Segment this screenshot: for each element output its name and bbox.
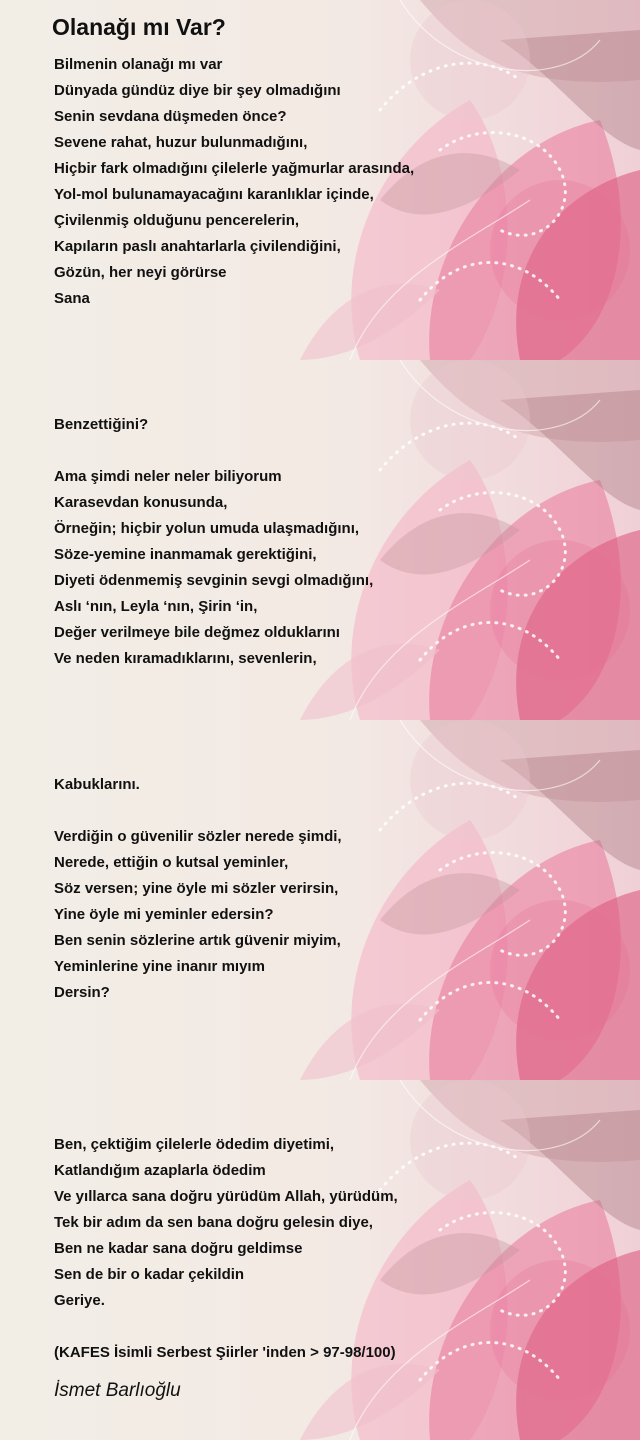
poem-line: Geriye. (54, 1292, 105, 1309)
poem-line: Yol-mol bulunamayacağını karanlıklar içinde, (54, 186, 374, 203)
poem-title: Olanağı mı Var? (52, 14, 226, 40)
poem-line: Ben senin sözlerine artık güvenir miyim, (54, 932, 341, 949)
poem-line: Senin sevdana düşmeden önce? (54, 108, 287, 125)
poem-line: Kapıların paslı anahtarlarla çivilendiğini, (54, 238, 341, 255)
poem-line: Karasevdan konusunda, (54, 494, 228, 511)
poem-line: Örneğin; hiçbir yolun umuda ulaşmadığını, (54, 520, 360, 537)
poem-line: Yine öyle mi yeminler edersin? (54, 906, 274, 923)
poem-line: Sen de bir o kadar çekildin (54, 1266, 245, 1283)
poem-line: Katlandığım azaplarla ödedim (54, 1162, 266, 1179)
poem-line: Aslı ‘nın, Leyla ‘nın, Şirin ‘in, (54, 598, 258, 615)
poem-line: Çivilenmiş olduğunu pencerelerin, (54, 212, 300, 229)
poem-line: Benzettiğini? (54, 416, 149, 433)
poem-line: Söze-yemine inanmamak gerektiğini, (54, 546, 317, 563)
poem-line: Nerede, ettiğin o kutsal yeminler, (54, 854, 289, 871)
poem-line: Dersin? (54, 984, 110, 1001)
poem-line: Kabuklarını. (54, 776, 140, 793)
poem-line: Sevene rahat, huzur bulunmadığını, (54, 134, 308, 151)
poem-line: Sana (54, 290, 90, 307)
poem-line: (KAFES İsimli Serbest Şiirler 'inden > 97-98/100) (54, 1344, 396, 1361)
poem-line: Dünyada gündüz diye bir şey olmadığını (54, 82, 341, 99)
poem-line: Ve neden kıramadıklarını, sevenlerin, (54, 650, 317, 667)
poem-line: Ama şimdi neler neler biliyorum (54, 468, 282, 485)
poem-line: Verdiğin o güvenilir sözler nerede şimdi, (54, 828, 342, 845)
poem-line: Değer verilmeye bile değmez olduklarını (54, 624, 340, 641)
poem-line: Ve yıllarca sana doğru yürüdüm Allah, yürüdüm, (54, 1188, 398, 1205)
poem-line: Diyeti ödenmemiş sevginin sevgi olmadığını, (54, 572, 374, 589)
poem-line: Hiçbir fark olmadığını çilelerle yağmurlar arasında, (54, 160, 415, 177)
poem-line: Ben, çektiğim çilelerle ödedim diyetimi, (54, 1136, 335, 1153)
poem-line: Söz versen; yine öyle mi sözler verirsin, (54, 880, 339, 897)
poem-line: Tek bir adım da sen bana doğru gelesin diye, (54, 1214, 373, 1231)
poem-line: Ben ne kadar sana doğru geldimse (54, 1240, 303, 1257)
poem-line: Bilmenin olanağı mı var (54, 56, 223, 73)
poem-author: İsmet Barlıoğlu (54, 1380, 181, 1401)
poem-line: Gözün, her neyi görürse (54, 264, 227, 281)
poem-line: Yeminlerine yine inanır mıyım (54, 958, 265, 975)
